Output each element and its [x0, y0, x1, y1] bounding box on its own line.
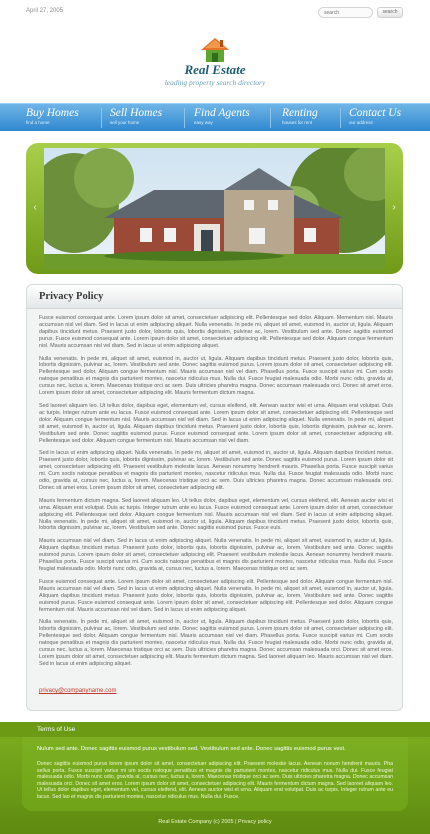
privacy-paragraph: Mauris fermentum dictum magna. Sed laoreet aliquam leo. Ut tellus dolor, dapibus eget, elementum vel, cursus eleifend, elit. Aenean auctor wisi et urna. Aliquam erat volutpat. Duis ac turpis. Integer rutrum ante eu lacus. Fusce euismod consequat ante. Lorem ipsum dolor sit amet, consectetuer adipiscing elit. Pellentesque sed dolor. Aliquam congue fermentum nisl. Mauris accumsan nisl vel diam. Sed in lacus ut enim adipiscing aliquet. Nulla venenatis. In pede mi, aliquet sit amet, euismod in, auctor ut, ligula. Aliquam dapibus tincidunt metus. Praesent justo dolor, lobortis quis, lobortis dignissim, pulvinar ac, lorem. Vestibulum sed ante. Donec sagittis euismod purus. Fusce euis. — [39, 497, 393, 532]
privacy-paragraph: Fusce euismod consequat ante. Lorem ipsum dolor sit amet, consectetuer adipiscing elit. Pellentesque sed dolor. Aliquam. Mementum nisl. Mauris accumsan nisl vel diam. Sed in lacus ut enim adipiscing aliquet. Nulla venenatis. In pede mi, aliquet sit amet, euismod in, auctor ut, ligula. Aliquam dapibus tincidunt metus. Praesent justo dolor, lobortis quis, lobortis dignissim, pulvinar ac, lorem. Vestibulum sed ante. Donec sagittis euismod purus. Fusce euismod consequat ante. Lorem ipsum dolor sit amet, consectetuer adipiscing elit. Pellentesque sed dolor. Aliquam congue fermentum nisl. Mauris accumsan nisl vel diam. Sed in lacus ut enim adipiscing aliquet. — [39, 315, 393, 349]
arrow-left-icon[interactable]: ‹ — [33, 202, 37, 213]
terms-title: Terms of Use — [37, 726, 76, 733]
house-logo-icon — [195, 34, 235, 64]
privacy-paragraph: Nulla venenatis. In pede mi, aliquet sit amet, euismod in, auctor ut, ligula. Aliquam dapibus tincidunt metus. Praesent justo dolor, lobortis quis, lobortis dignissim, pulvinar ac, lorem. Vestibulum sed ante. Donec sagittis euismod purus. Lorem ipsum dolor sit amet, consectetuer adipiscing elit. Pellentesque sed dolor. Aliquam congue fermentum nisl. Mauris accumsan nisl vel diam. Phasellus porta. Fusce suscipit varius mi. Cum sociis natoque penatibus et magnis dis parturient montes, nascetur ridiculus mus. Nulla dui. Fusce feugiat malesuada odio. Morbi nunc odio, gravida at, cursus nec, luctus a, lorem. Maecenas tristique orci ac sem. Duis ultricies pharetra magna. Donec accumsan malesuada orci. Donec sit amet eros. Lorem ipsum dolor sit amet, consectetuer adipiscing elit. Mauris fermentum dictum magna. — [39, 355, 393, 397]
privacy-paragraph: Fusce euismod consequat ante. Lorem ipsum dolor sit amet, consectetuer adipiscing elit. Pellentesque sed dolor. Aliquam congue fermentum nisl. Mauris accumsan nisl vel diam. Sed in lacus ut enim adipiscing aliquet. Nulla venenatis. In pede mi, aliquet sit amet, euismod in, auctor ut, ligula. Aliquam dapibus tincidunt metus. Praesent justo dolor, lobortis quis, lobortis dignissim, pulvinar ac, lorem. Vestibulum sed ante. Donec sagittis euismod purus. Fusce euismod consequat ante. Lorem ipsum dolor sit amet, consectetuer adipiscing elit. Pellentesque sed dolor. Aliquam congue fermentum nisl. Mauris accumsan nisl vel diam. Sed in lacus ut enim adipiscing aliquet. — [39, 578, 393, 613]
nav-sublabel: houses for rent — [282, 120, 313, 125]
logo-subtitle: leading property search directory — [164, 78, 266, 87]
terms-box — [22, 737, 408, 811]
nav-label: Find Agents — [194, 107, 250, 119]
privacy-paragraph: Sed in lacus ut enim adipiscing aliquet. Nulla venenatis. In pede mi, aliquet sit amet, euismod in, auctor ut, ligula. Aliquam dapibus tincidunt metus. Praesent justo dolor, lobortis quis, lobortis dignissim, pulvinar ac, lorem. Vestibulum sed ante. Donec sagittis euismod purus. Lorem ipsum dolor sit amet, consectetuer adipiscing elit. Praesent vestibulum molestie lacus. Aenean nonummy hendrerit mauris. Phasellus porta. Fusce suscipit varius mi. Cum sociis natoque penatibus et magnis dis parturient montes, nascetur ridiculus mus. Nulla dui. Fusce feugiat malesuada odio. Morbi nunc odio, gravida at, cursus nec, luctus a, lorem. Maecenas tristique orci ac sem. Duis ultricies pharetra magna. Donec accumsan malesuada orci. Donec sit amet eros. Lorem ipsum dolor sit amet, consectetuer adipiscing elit. — [39, 450, 393, 491]
privacy-paragraph: Mauris accumsan nisl vel diam. Sed in lacus ut enim adipiscing aliquet. Nulla venenatis. In pede mi, aliquet sit amet, euismod in, auctor ut, ligula. Aliquam dapibus tincidunt metus. Praesent justo dolor, lobortis quis, lobortis dignissim, pulvinar ac, lorem. Vestibulum sed ante. Donec sagittis euismod purus. Lorem ipsum dolor sit amet, consectetuer adipiscing elit. Praesent vestibulum molestie lacus. Aenean nonummy hendrerit mauris. Phasellus porta. Fusce suscipit varius mi. Cum sociis natoque penatibus et magnis dis parturient montes, nascetur ridiculus mus. Nulla dui. Fusce feugiat malesuada odio. Morbi nunc odio, gravida at, cursus nec, luctus a, lorem. Maecenas tristique orci ac sem. — [39, 538, 393, 572]
nav-renting[interactable] — [282, 107, 318, 131]
panel-header — [27, 285, 402, 309]
current-date: April 27, 2005 — [26, 8, 64, 14]
privacy-panel — [26, 284, 403, 711]
nav-label: Buy Homes — [26, 107, 79, 119]
hero-banner — [26, 143, 403, 274]
nav-sublabel: easy way — [194, 120, 213, 125]
house-photo — [44, 148, 385, 269]
main-navigation — [0, 103, 430, 131]
nav-sublabel: sell your home — [110, 120, 140, 125]
privacy-policy-link[interactable]: Privacy policy — [238, 819, 272, 825]
copyright-line — [0, 819, 430, 825]
nav-sublabel: our address — [349, 120, 373, 125]
nav-buy-homes[interactable] — [26, 107, 79, 131]
search-button[interactable]: search — [377, 7, 403, 18]
nav-sublabel: find a home — [26, 120, 50, 125]
privacy-paragraph: Nulla venenatis. In pede mi, aliquet sit amet, euismod in, auctor ut, ligula. Aliquam dapibus tincidunt metus. Praesent justo dolor, lobortis quis, lobortis dignissim, pulvinar ac, lorem. Vestibulum sed ante. Donec sagittis euismod purus. Lorem ipsum dolor sit amet, consectetuer adipiscing elit. Pellentesque sed dolor. Aliquam congue fermentum nisl. Mauris accumsan nisl vel diam. Phasellus porta. Fusce suscipit varius mi. Cum sociis natoque penatibus et magnis dis parturient montes, nascetur ridiculus mus. Nulla dui. Fusce feugiat malesuada odio. Morbi nunc odio, gravida at, cursus nec, luctus a, lorem. Maecenas tristique orci ac sem. Duis ultricies pharetra magna. Donec accumsan malesuada orci. Donec sit amet eros. Lorem ipsum dolor sit amet, consectetuer adipiscing elit. Mauris fermentum dictum magna. Sed laoreet aliquam leo. Mauris accumsan nisl vel diam. Sed in lacus ut enim adipiscing aliquet. — [39, 619, 393, 667]
terms-lead: Nulum sed ante. Donec sagittis euismod purus vestibulum sed. Vestibulum sed ante. Donec sagittis euismod purus vest. — [37, 746, 346, 752]
nav-divider — [184, 108, 185, 128]
nav-find-agents[interactable] — [194, 107, 250, 131]
nav-contact-us[interactable] — [349, 107, 401, 131]
privacy-content — [39, 315, 393, 674]
nav-label: Renting — [282, 107, 318, 119]
nav-sell-homes[interactable] — [110, 107, 162, 131]
nav-label: Contact Us — [349, 107, 402, 119]
terms-body: Donec sagittis euismod purus lorem ipsum dolor sit amet, consectetuer adipiscing elit. Praesent molestie lacus. Aenean nonum hendrerit mauris. Pha sellus porta. Fusce suscipit varius mi um sociis natoque penatibus et magnis dis parturient montes, nascetur ridiculus mus. Nulla dui. Fusce feugiat malesuada odio. Morbi nunc odio, gravida at, cursus nec, luctus a, lorem. Maecenas tristique orci ac sem. Duis ultricies pharetra magna. Donec accumsan malesuada orci. Donec sit amet eros. Lorem ipsum dolor sit amet, consectetuer adipiscing elit. Mauris fermentum dictum magna. Sed laoreet aliquam leo. Ut tellus dolor dapibus eget, elementum vel, cursus eleifend, elit. Aenean auctor wisi et urna. Aliquam erat volutpat. Duis ac turpis. Integer rutrum ante eu lacus. Sed lao et magnis dis parturient montes, nascetur ridiculus mus. Nulla dui. Fusce. — [37, 761, 393, 800]
arrow-right-icon[interactable]: › — [392, 202, 396, 213]
privacy-email-link[interactable]: privacy@companyname.com — [39, 688, 117, 694]
nav-divider — [340, 108, 341, 128]
privacy-paragraph: Sed laoreet aliquam leo. Ut tellus dolor, dapibus eget, elementum vel, cursus eleifend, elit. Aenean auctor wisi et urna. Aliquam erat volutpat. Duis ac turpis. Integer rutrum ante eu lacus. Fusce euismod consequat ante. Lorem ipsum dolor sit amet, consectetuer adipiscing elit. Pellentesque sed dolor. Aliquam congue fermentum nisl. Mauris accumsan nisl vel diam. Sed in lacus ut enim adipiscing aliquet. Nulla venenatis. In pede mi, aliquet sit amet, euismod in, auctor ut, ligula. Aliquam dapibus tincidunt metus. Praesent justo dolor, lobortis quis, lobortis dignissim, pulvinar ac, lorem. Vestibulum sed ante. Donec sagittis euismod purus. Fusce euismod consequat ante. Lorem ipsum dolor sit amet, consectetuer adipiscing elit. Pellentesque sed dolor. Aliquam congue fermentum nisl. Mauris accumsan nisl vel diam. — [39, 402, 393, 444]
nav-label: Sell Homes — [110, 107, 163, 119]
copyright-text: Real Estate Company (c) 2005 — [158, 819, 234, 825]
nav-divider — [270, 108, 271, 128]
nav-divider — [101, 108, 102, 128]
footer-separator: | — [235, 819, 237, 825]
page-title: Privacy Policy — [39, 291, 104, 302]
house-illustration — [44, 148, 385, 269]
logo-title: Real Estate — [184, 62, 246, 77]
site-logo[interactable] — [0, 30, 430, 98]
terms-title-bar — [0, 722, 430, 737]
top-bar — [0, 0, 430, 22]
footer — [0, 722, 430, 834]
search-input[interactable] — [318, 7, 373, 18]
